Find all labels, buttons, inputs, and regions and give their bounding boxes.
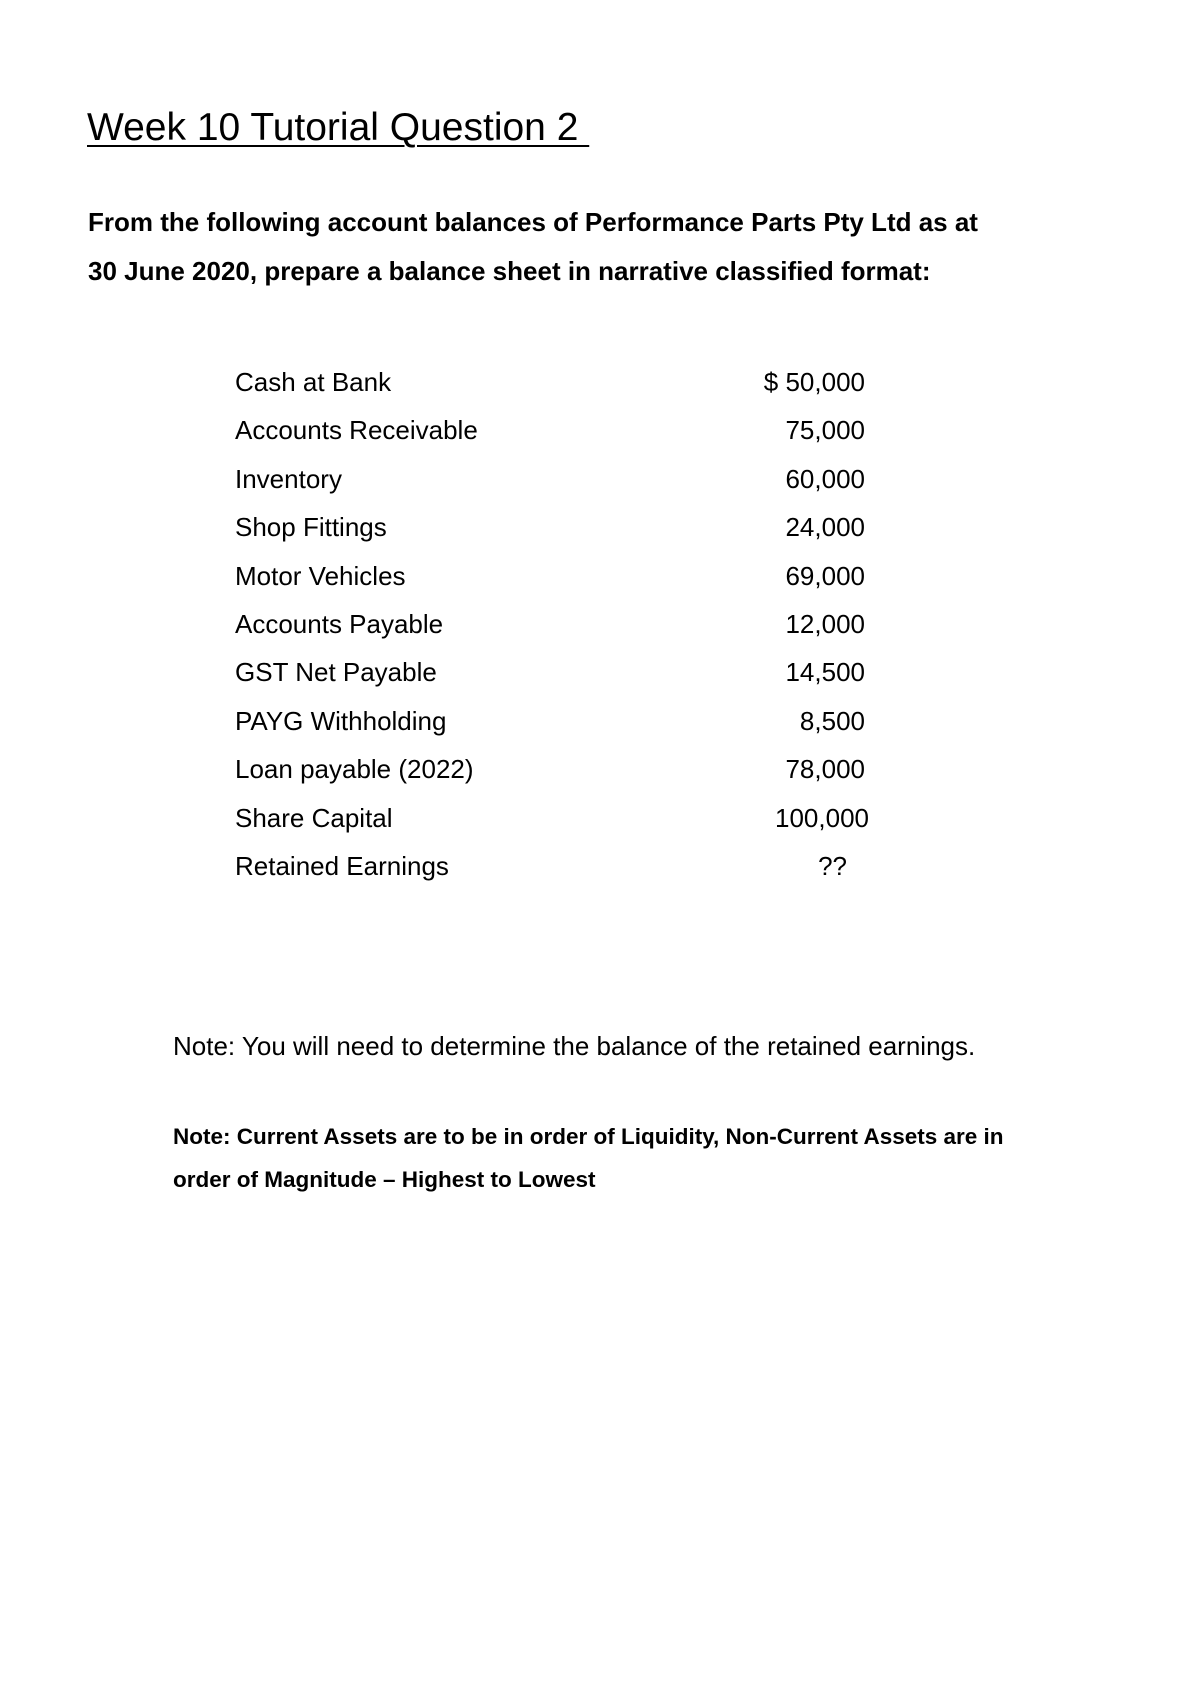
account-name: GST Net Payable xyxy=(235,657,437,688)
account-amount: 24,000 xyxy=(785,512,865,543)
instructions-line-1: From the following account balances of Performance Parts Pty Ltd as at xyxy=(88,207,978,237)
account-name: Motor Vehicles xyxy=(235,560,406,591)
account-name: Shop Fittings xyxy=(235,512,387,543)
balance-row-loan-payable xyxy=(235,745,875,793)
balance-row-inventory xyxy=(235,455,875,503)
account-amount: 69,000 xyxy=(785,560,865,591)
balance-row-gst-net-payable xyxy=(235,648,875,696)
account-amount: $ 50,000 xyxy=(763,367,865,397)
account-amount: 100,000 xyxy=(775,802,869,833)
balance-row-payg-withholding xyxy=(235,697,875,745)
account-amount: 60,000 xyxy=(785,463,865,494)
account-amount: 75,000 xyxy=(785,415,865,446)
account-name: Inventory xyxy=(235,463,342,494)
account-amount: 12,000 xyxy=(785,608,865,639)
account-name: Cash at Bank xyxy=(235,367,392,397)
balance-row-cash-at-bank xyxy=(235,358,875,406)
note-retained-earnings: Note: You will need to determine the balance of the retained earnings. xyxy=(173,1031,976,1061)
account-balances-list xyxy=(235,358,875,890)
balance-row-shop-fittings xyxy=(235,503,875,551)
account-name: Share Capital xyxy=(235,802,393,833)
account-amount: ?? xyxy=(818,850,847,881)
account-amount: 14,500 xyxy=(785,657,865,688)
balance-row-retained-earnings xyxy=(235,842,875,890)
balance-row-motor-vehicles xyxy=(235,552,875,600)
account-name: Accounts Receivable xyxy=(235,415,478,446)
instructions-line-2: 30 June 2020, prepare a balance sheet in narrative classified format: xyxy=(88,256,931,286)
account-amount: 78,000 xyxy=(785,754,865,785)
balance-row-accounts-receivable xyxy=(235,406,875,454)
question-instructions xyxy=(88,198,1128,296)
note-ordering xyxy=(173,1115,1173,1201)
account-name: Accounts Payable xyxy=(235,608,444,639)
account-name: Retained Earnings xyxy=(235,850,449,881)
account-name: PAYG Withholding xyxy=(235,705,447,736)
account-name: Loan payable (2022) xyxy=(235,754,474,785)
account-amount: 8,500 xyxy=(799,705,865,736)
page-title: Week 10 Tutorial Question 2 xyxy=(87,106,590,149)
balance-row-accounts-payable xyxy=(235,600,875,648)
balance-row-share-capital xyxy=(235,794,875,842)
note-ordering-line-2: order of Magnitude – Highest to Lowest xyxy=(173,1167,596,1192)
note-ordering-line-1: Note: Current Assets are to be in order of Liquidity, Non-Current Assets are in xyxy=(173,1124,1004,1149)
